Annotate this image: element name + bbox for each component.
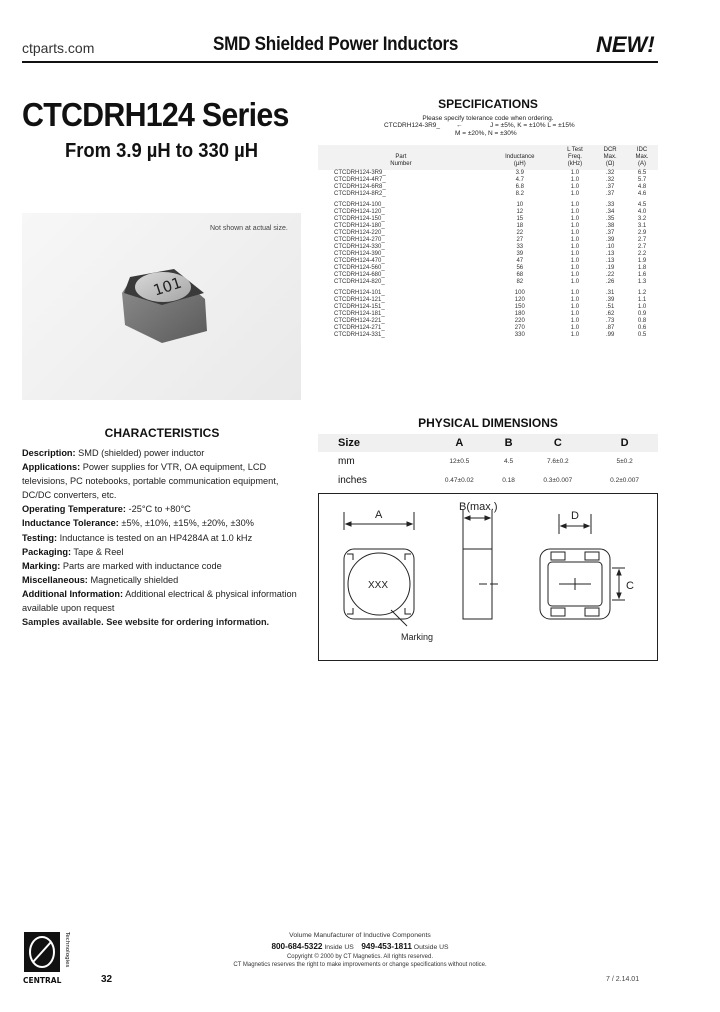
char-additional-information: Additional Information: Additional electrical & physical information available upon request — [22, 588, 297, 614]
spec-value: 1.0 — [570, 216, 580, 222]
drawing-svg — [319, 494, 657, 660]
order-example: CTCDRH124-3R9_ — [384, 122, 440, 129]
dim-column-header: B — [493, 434, 525, 452]
part-number: CTCDRH124-8R2_ — [334, 191, 386, 197]
spec-value: 1.0 — [570, 325, 580, 331]
site-url[interactable]: ctparts.com — [22, 40, 95, 56]
unit-label: mm — [338, 456, 355, 467]
spec-value: 1.6 — [637, 272, 647, 278]
spec-value: 1.0 — [570, 304, 580, 310]
dimension-value: 0.18 — [502, 477, 515, 484]
spec-value: .39 — [605, 237, 615, 243]
part-number: CTCDRH124-331_ — [334, 332, 385, 338]
spec-value: .32 — [605, 170, 615, 176]
table-row — [318, 170, 658, 177]
part-number: CTCDRH124-121_ — [334, 297, 385, 303]
char-applications: Applications: Power supplies for VTR, OA equipment, LCD televisions, PC notebooks, portable communication equipment, DC/DC converters, etc. — [22, 462, 279, 501]
label-a: A — [375, 509, 383, 521]
spec-value: 330 — [514, 332, 525, 338]
dimension-value: 5±0.2 — [616, 458, 633, 465]
table-row — [318, 272, 658, 279]
spec-value: 1.0 — [570, 177, 580, 183]
spec-value: 1.0 — [570, 297, 580, 303]
order-note — [318, 115, 658, 138]
spec-value: 1.0 — [570, 202, 580, 208]
label-d: D — [571, 510, 579, 522]
char-testing: Testing: Inductance is tested on an HP4284A at 1.0 kHz — [22, 532, 253, 543]
spec-column-header: IDC Max. (A) — [626, 145, 658, 170]
specifications-table — [318, 145, 658, 339]
new-badge: NEW! — [596, 32, 655, 57]
dimension-value: 7.6±0.2 — [546, 458, 569, 465]
part-number: CTCDRH124-470_ — [334, 258, 385, 264]
table-row — [318, 223, 658, 230]
side-view — [463, 510, 499, 619]
tolerance-codes-2: M = ±20%, N = ±30% — [455, 130, 517, 137]
copyright-line: Copyright © 2000 by CT Magnetics. All rights reserved. — [286, 954, 434, 960]
table-row — [318, 216, 658, 223]
part-number: CTCDRH124-181_ — [334, 311, 385, 317]
spec-value: .26 — [605, 279, 615, 285]
part-number: CTCDRH124-270_ — [334, 237, 385, 243]
spec-value: 2.7 — [637, 237, 647, 243]
dimension-drawing — [318, 493, 658, 661]
spec-value: .51 — [605, 304, 615, 310]
table-row — [318, 265, 658, 272]
spec-value: 1.0 — [570, 311, 580, 317]
part-number: CTCDRH124-820_ — [334, 279, 385, 285]
characteristics-title: CHARACTERISTICS — [104, 426, 220, 440]
page-number: 32 — [101, 974, 113, 985]
top-view — [344, 512, 414, 626]
spec-value: 1.0 — [570, 230, 580, 236]
table-row — [318, 318, 658, 325]
spec-value: 4.5 — [637, 202, 647, 208]
spec-value: 120 — [514, 297, 525, 303]
part-number: CTCDRH124-4R7_ — [334, 177, 386, 183]
table-row — [318, 471, 658, 490]
spec-value: 1.9 — [637, 258, 647, 264]
spec-value: 2.9 — [637, 230, 647, 236]
spec-value: 0.6 — [637, 325, 647, 331]
table-row — [318, 452, 658, 471]
spec-value: .39 — [605, 297, 615, 303]
spec-table-body — [318, 170, 658, 339]
part-number: CTCDRH124-3R9_ — [334, 170, 386, 176]
spec-value: 3.9 — [515, 170, 524, 176]
dim-column-header: Size — [318, 434, 426, 452]
spec-value: 0.9 — [637, 311, 647, 317]
table-row — [318, 209, 658, 216]
part-number: CTCDRH124-560_ — [334, 265, 385, 271]
spec-value: 0.8 — [637, 318, 647, 324]
spec-value: .22 — [605, 272, 615, 278]
spec-value: 1.0 — [570, 318, 580, 324]
spec-value: 1.0 — [570, 244, 580, 250]
spec-value: 220 — [514, 318, 525, 324]
manufacturer-line: Volume Manufacturer of Inductive Components — [289, 932, 431, 939]
table-row — [318, 177, 658, 184]
spec-value: 68 — [516, 272, 524, 278]
order-arrow: ← — [456, 122, 463, 129]
dim-column-header: A — [426, 434, 493, 452]
phone-inside[interactable]: 800-684-5322 — [271, 942, 323, 951]
bottom-view — [540, 514, 625, 619]
part-number: CTCDRH124-100_ — [334, 202, 385, 208]
table-row — [318, 191, 658, 198]
spec-value: 1.0 — [570, 223, 580, 229]
spec-value: 2.2 — [637, 251, 647, 257]
spec-value: 4.7 — [515, 177, 524, 183]
char-marking: Marking: Parts are marked with inductance code — [22, 560, 222, 571]
table-row — [318, 244, 658, 251]
logo-text: CENTRAL — [23, 976, 62, 985]
spec-value: 27 — [516, 237, 524, 243]
spec-value: 56 — [516, 265, 524, 271]
spec-value: 1.0 — [570, 184, 580, 190]
part-number: CTCDRH124-330_ — [334, 244, 385, 250]
spec-value: 150 — [514, 304, 525, 310]
product-photo — [22, 213, 301, 400]
spec-value: 1.2 — [637, 290, 647, 296]
char-operating-temperature: Operating Temperature: -25°C to +80°C — [22, 504, 191, 515]
part-number: CTCDRH124-271_ — [334, 325, 385, 331]
spec-value: 2.7 — [637, 244, 647, 250]
phone-outside[interactable]: 949-453-1811 — [361, 942, 412, 951]
table-row — [318, 311, 658, 318]
spec-value: 4.8 — [637, 184, 647, 190]
spec-value: 1.0 — [570, 251, 580, 257]
spec-value: 6.5 — [637, 170, 647, 176]
part-number: CTCDRH124-151_ — [334, 304, 385, 310]
physical-dimensions-title: PHYSICAL DIMENSIONS — [418, 416, 558, 430]
marking-label: Marking — [401, 632, 434, 642]
spec-value: 4.6 — [637, 191, 647, 197]
dim-table-body — [318, 452, 658, 490]
part-number: CTCDRH124-221_ — [334, 318, 385, 324]
spec-value: .37 — [605, 184, 615, 190]
spec-table-head — [318, 145, 658, 170]
spec-value: 1.0 — [570, 272, 580, 278]
spec-value: .31 — [605, 290, 615, 296]
photo-marking: 101 — [151, 273, 184, 300]
table-row — [318, 237, 658, 244]
char-packaging: Packaging: Tape & Reel — [22, 546, 124, 557]
spec-value: 4.0 — [637, 209, 647, 215]
spec-value: 12 — [516, 209, 524, 215]
spec-value: 3.2 — [637, 216, 647, 222]
spec-value: 1.0 — [570, 332, 580, 338]
spec-value: .33 — [605, 202, 615, 208]
table-row — [318, 230, 658, 237]
spec-value: 1.0 — [570, 258, 580, 264]
table-row — [318, 184, 658, 191]
part-number: CTCDRH124-6R8_ — [334, 184, 386, 190]
phone-inside-label: Inside US — [324, 944, 354, 951]
spec-value: 18 — [516, 223, 524, 229]
dim-table-header — [318, 434, 658, 452]
spec-value: 1.0 — [570, 279, 580, 285]
table-row — [318, 332, 658, 339]
logo-vertical-text: Technologies — [64, 932, 70, 968]
unit-label: inches — [338, 475, 367, 486]
header-rule — [22, 61, 658, 63]
spec-value: .99 — [605, 332, 615, 338]
table-row — [318, 304, 658, 311]
spec-value: 180 — [514, 311, 525, 317]
dimension-value: 0.47±0.02 — [444, 477, 474, 484]
part-number: CTCDRH124-390_ — [334, 251, 385, 257]
spec-value: .38 — [605, 223, 615, 229]
spec-value: 15 — [516, 216, 524, 222]
dimension-value: 0.3±0.007 — [543, 477, 573, 484]
spec-column-header: Inductance (µH) — [484, 145, 556, 170]
dimensions-table — [318, 434, 658, 490]
spec-value: 22 — [516, 230, 524, 236]
label-b: B(max.) — [459, 501, 498, 513]
photo-caption: Not shown at actual size. — [210, 225, 288, 232]
spec-value: 1.0 — [570, 237, 580, 243]
spec-value: .10 — [605, 244, 615, 250]
part-number: CTCDRH124-101_ — [334, 290, 385, 296]
char-inductance-tolerance: Inductance Tolerance: ±5%, ±10%, ±15%, ±20%, ±30% — [22, 518, 254, 529]
spec-value: 1.0 — [570, 209, 580, 215]
spec-column-header: DCR Max. (Ω) — [594, 145, 626, 170]
spec-value: 100 — [514, 290, 525, 296]
spec-value: 0.5 — [637, 332, 647, 338]
phone-outside-label: Outside US — [413, 944, 449, 951]
spec-value: 3.1 — [637, 223, 647, 229]
spec-value: .37 — [605, 230, 615, 236]
spec-value: 10 — [516, 202, 524, 208]
dimension-value: 0.2±0.007 — [610, 477, 640, 484]
spec-value: 33 — [516, 244, 524, 250]
spec-value: 270 — [514, 325, 525, 331]
spec-column-header: Part Number — [318, 145, 484, 170]
spec-value: 1.0 — [570, 191, 580, 197]
table-row — [318, 279, 658, 286]
spec-value: 82 — [516, 279, 524, 285]
spec-value: 8.2 — [515, 191, 524, 197]
spec-value: .73 — [605, 318, 615, 324]
spec-value: 1.3 — [637, 279, 647, 285]
table-row — [318, 251, 658, 258]
spec-value: 1.0 — [637, 304, 647, 310]
revision-date: 7 / 2.14.01 — [606, 976, 640, 983]
table-row — [318, 290, 658, 297]
spec-value: .13 — [605, 251, 615, 257]
table-row — [318, 202, 658, 209]
samples-note: Samples available. See website for ordering information. — [22, 617, 270, 628]
dim-column-header: D — [591, 434, 658, 452]
spec-value: .35 — [605, 216, 615, 222]
disclaimer-line: CT Magnetics reserves the right to make improvements or change specifications without notice. — [233, 962, 487, 968]
inductor-image — [22, 213, 301, 400]
spec-value: .87 — [605, 325, 615, 331]
order-note-text: Please specify tolerance code when ordering. — [422, 115, 554, 122]
spec-value: 1.0 — [570, 290, 580, 296]
phone-line — [150, 941, 570, 953]
spec-value: .32 — [605, 177, 615, 183]
inductance-range: From 3.9 µH to 330 µH — [65, 140, 258, 162]
spec-value: .19 — [605, 265, 615, 271]
spec-value: .62 — [605, 311, 615, 317]
spec-value: 1.1 — [637, 297, 647, 303]
header-title: SMD Shielded Power Inductors — [213, 34, 459, 55]
characteristics-list — [22, 446, 302, 629]
marking-code: XXX — [368, 580, 389, 591]
char-miscellaneous: Miscellaneous: Magnetically shielded — [22, 574, 179, 585]
spec-value: .34 — [605, 209, 615, 215]
central-logo — [22, 930, 68, 988]
part-number: CTCDRH124-680_ — [334, 272, 385, 278]
spec-value: .13 — [605, 258, 615, 264]
table-row — [318, 258, 658, 265]
dim-column-header: C — [524, 434, 591, 452]
logo-icon — [22, 930, 68, 988]
series-title: CTCDRH124 Series — [22, 96, 289, 133]
tolerance-codes-1: J = ±5%, K = ±10% L = ±15% — [490, 122, 575, 129]
spec-value: 5.7 — [637, 177, 647, 183]
specifications-title: SPECIFICATIONS — [438, 97, 538, 111]
char-description: Description: SMD (shielded) power inductor — [22, 448, 205, 458]
spec-value: 39 — [516, 251, 524, 257]
part-number: CTCDRH124-120_ — [334, 209, 385, 215]
footer-info — [150, 930, 570, 969]
spec-value: 6.8 — [515, 184, 524, 190]
dimension-value: 4.5 — [504, 458, 514, 465]
spec-value: 1.0 — [570, 170, 580, 176]
spec-column-header: L Test Freq. (kHz) — [556, 145, 594, 170]
table-row — [318, 297, 658, 304]
label-c: C — [626, 580, 634, 592]
dimension-value: 12±0.5 — [449, 458, 470, 465]
table-row — [318, 325, 658, 332]
spec-value: 1.8 — [637, 265, 647, 271]
spec-value: 1.0 — [570, 265, 580, 271]
spec-value: 47 — [516, 258, 524, 264]
spec-value: .37 — [605, 191, 615, 197]
part-number: CTCDRH124-150_ — [334, 216, 385, 222]
spec-header-row — [318, 145, 658, 170]
part-number: CTCDRH124-180_ — [334, 223, 385, 229]
part-number: CTCDRH124-220_ — [334, 230, 385, 236]
